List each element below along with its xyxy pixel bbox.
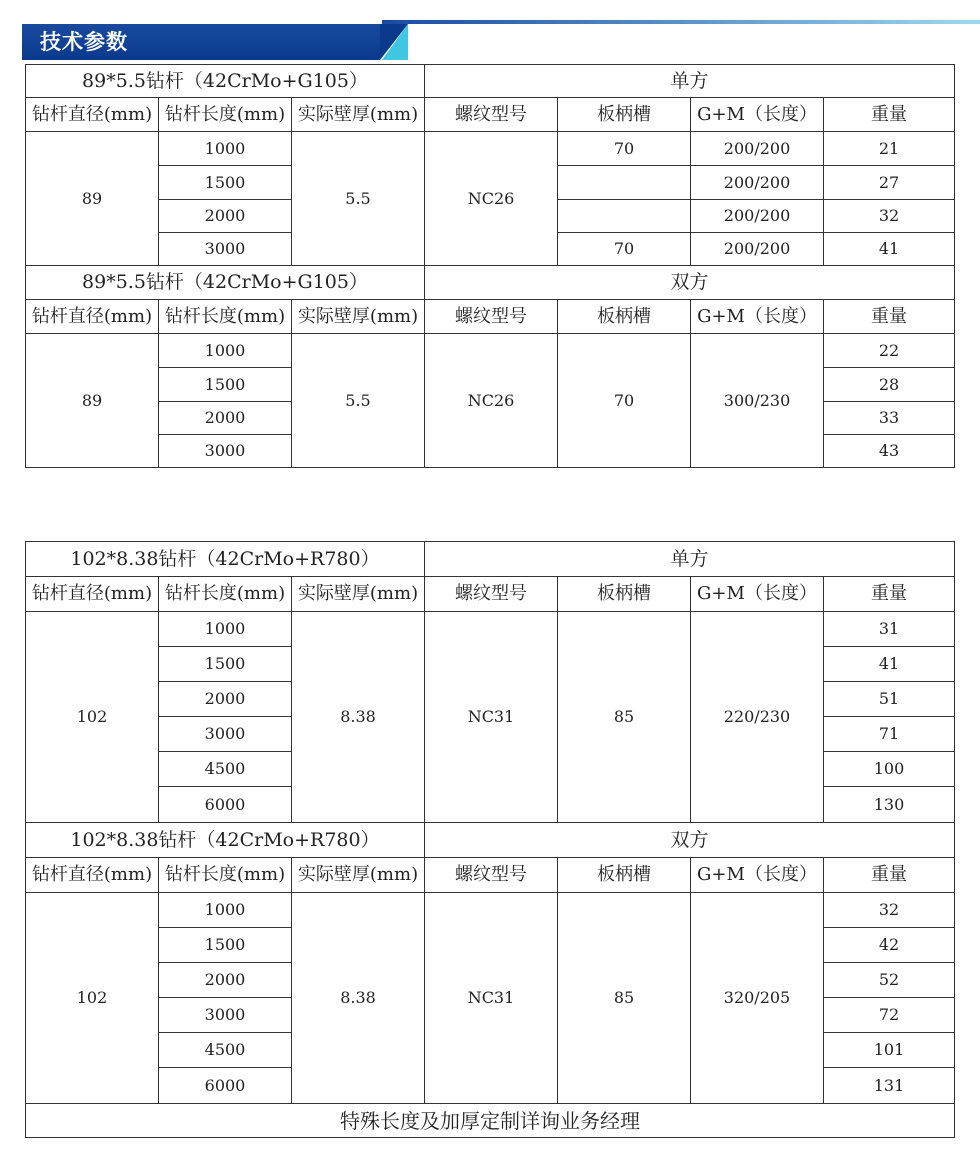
header-weight: 重量 <box>824 858 955 893</box>
weight-cell: 72 <box>824 998 955 1033</box>
header-thread: 螺纹型号 <box>425 858 558 893</box>
wall-cell: 8.38 <box>292 612 425 823</box>
weight-cell: 42 <box>824 928 955 963</box>
length-cell: 1500 <box>159 166 292 200</box>
header-wall: 实际壁厚(mm) <box>292 98 425 132</box>
header-gm: G+M（长度） <box>691 98 824 132</box>
header-thread: 螺纹型号 <box>425 98 558 132</box>
weight-cell: 21 <box>824 132 955 166</box>
thread-cell: NC31 <box>425 893 558 1104</box>
header-wall: 实际壁厚(mm) <box>292 300 425 334</box>
weight-cell: 32 <box>824 893 955 928</box>
header-length: 钻杆长度(mm) <box>159 98 292 132</box>
header-wall: 实际壁厚(mm) <box>292 577 425 612</box>
length-cell: 3000 <box>159 435 292 468</box>
section-title: 技术参数 <box>40 30 128 54</box>
table-row <box>26 334 955 368</box>
weight-cell: 131 <box>824 1068 955 1104</box>
header-length: 钻杆长度(mm) <box>159 858 292 893</box>
slot-cell <box>558 200 691 233</box>
table-row <box>26 612 955 647</box>
header-diameter: 钻杆直径(mm) <box>26 858 159 893</box>
note-row <box>26 1104 955 1138</box>
gm-cell: 220/230 <box>691 612 824 823</box>
length-cell: 2000 <box>159 682 292 717</box>
slot-cell: 85 <box>558 612 691 823</box>
length-cell: 3000 <box>159 998 292 1033</box>
header-slot: 板柄槽 <box>558 300 691 334</box>
gm-cell: 300/230 <box>691 334 824 468</box>
diameter-cell: 89 <box>26 132 159 266</box>
length-cell: 4500 <box>159 1033 292 1068</box>
gm-cell: 320/205 <box>691 893 824 1104</box>
header-diameter: 钻杆直径(mm) <box>26 98 159 132</box>
gm-cell: 200/200 <box>691 200 824 233</box>
thread-cell: NC26 <box>425 334 558 468</box>
header-gm: G+M（长度） <box>691 858 824 893</box>
slot-cell <box>558 166 691 200</box>
gm-cell: 200/200 <box>691 233 824 266</box>
length-cell: 1000 <box>159 334 292 368</box>
length-cell: 1500 <box>159 368 292 402</box>
header-length: 钻杆长度(mm) <box>159 300 292 334</box>
section-title-cell: 102*8.38钻杆（42CrMo+R780） <box>26 542 425 577</box>
spec-table-102 <box>25 541 955 1138</box>
spec-table-89 <box>25 64 955 468</box>
wall-cell: 5.5 <box>292 334 425 468</box>
gm-cell: 200/200 <box>691 166 824 200</box>
section-header <box>22 20 980 60</box>
thread-cell: NC31 <box>425 612 558 823</box>
section-title-cell: 89*5.5钻杆（42CrMo+G105） <box>26 65 425 98</box>
section-title-row <box>26 542 955 577</box>
custom-order-note: 特殊长度及加厚定制详询业务经理 <box>26 1104 955 1138</box>
length-cell: 2000 <box>159 963 292 998</box>
header-length: 钻杆长度(mm) <box>159 577 292 612</box>
weight-cell: 43 <box>824 435 955 468</box>
section-title-row <box>26 823 955 858</box>
header-slot: 板柄槽 <box>558 577 691 612</box>
header-gm: G+M（长度） <box>691 300 824 334</box>
header-accent <box>382 24 408 60</box>
header-slot: 板柄槽 <box>558 858 691 893</box>
length-cell: 1000 <box>159 893 292 928</box>
header-weight: 重量 <box>824 98 955 132</box>
section-title-row <box>26 65 955 98</box>
length-cell: 6000 <box>159 1068 292 1104</box>
weight-cell: 22 <box>824 334 955 368</box>
slot-cell: 70 <box>558 132 691 166</box>
gm-cell: 200/200 <box>691 132 824 166</box>
length-cell: 2000 <box>159 402 292 435</box>
diameter-cell: 102 <box>26 893 159 1104</box>
diameter-cell: 89 <box>26 334 159 468</box>
length-cell: 1500 <box>159 928 292 963</box>
slot-cell: 85 <box>558 893 691 1104</box>
weight-cell: 101 <box>824 1033 955 1068</box>
weight-cell: 130 <box>824 787 955 823</box>
header-line <box>382 20 980 24</box>
length-cell: 6000 <box>159 787 292 823</box>
header-weight: 重量 <box>824 300 955 334</box>
wall-cell: 8.38 <box>292 893 425 1104</box>
weight-cell: 41 <box>824 233 955 266</box>
section-type-cell: 双方 <box>425 266 955 300</box>
thread-cell: NC26 <box>425 132 558 266</box>
header-slot: 板柄槽 <box>558 98 691 132</box>
weight-cell: 27 <box>824 166 955 200</box>
weight-cell: 32 <box>824 200 955 233</box>
weight-cell: 71 <box>824 717 955 752</box>
weight-cell: 100 <box>824 752 955 787</box>
section-type-cell: 单方 <box>425 542 955 577</box>
weight-cell: 41 <box>824 647 955 682</box>
column-header-row <box>26 577 955 612</box>
header-diameter: 钻杆直径(mm) <box>26 577 159 612</box>
slot-cell: 70 <box>558 233 691 266</box>
header-weight: 重量 <box>824 577 955 612</box>
header-thread: 螺纹型号 <box>425 300 558 334</box>
section-title-cell: 89*5.5钻杆（42CrMo+G105） <box>26 266 425 300</box>
weight-cell: 52 <box>824 963 955 998</box>
weight-cell: 28 <box>824 368 955 402</box>
length-cell: 1500 <box>159 647 292 682</box>
weight-cell: 31 <box>824 612 955 647</box>
section-title-row <box>26 266 955 300</box>
column-header-row <box>26 98 955 132</box>
length-cell: 1000 <box>159 132 292 166</box>
table-row <box>26 893 955 928</box>
table-row <box>26 132 955 166</box>
column-header-row <box>26 300 955 334</box>
weight-cell: 33 <box>824 402 955 435</box>
section-type-cell: 单方 <box>425 65 955 98</box>
column-header-row <box>26 858 955 893</box>
header-wall: 实际壁厚(mm) <box>292 858 425 893</box>
header-thread: 螺纹型号 <box>425 577 558 612</box>
length-cell: 1000 <box>159 612 292 647</box>
slot-cell: 70 <box>558 334 691 468</box>
length-cell: 3000 <box>159 717 292 752</box>
wall-cell: 5.5 <box>292 132 425 266</box>
length-cell: 2000 <box>159 200 292 233</box>
section-type-cell: 双方 <box>425 823 955 858</box>
section-title-cell: 102*8.38钻杆（42CrMo+R780） <box>26 823 425 858</box>
diameter-cell: 102 <box>26 612 159 823</box>
header-gm: G+M（长度） <box>691 577 824 612</box>
weight-cell: 51 <box>824 682 955 717</box>
length-cell: 3000 <box>159 233 292 266</box>
header-diameter: 钻杆直径(mm) <box>26 300 159 334</box>
length-cell: 4500 <box>159 752 292 787</box>
